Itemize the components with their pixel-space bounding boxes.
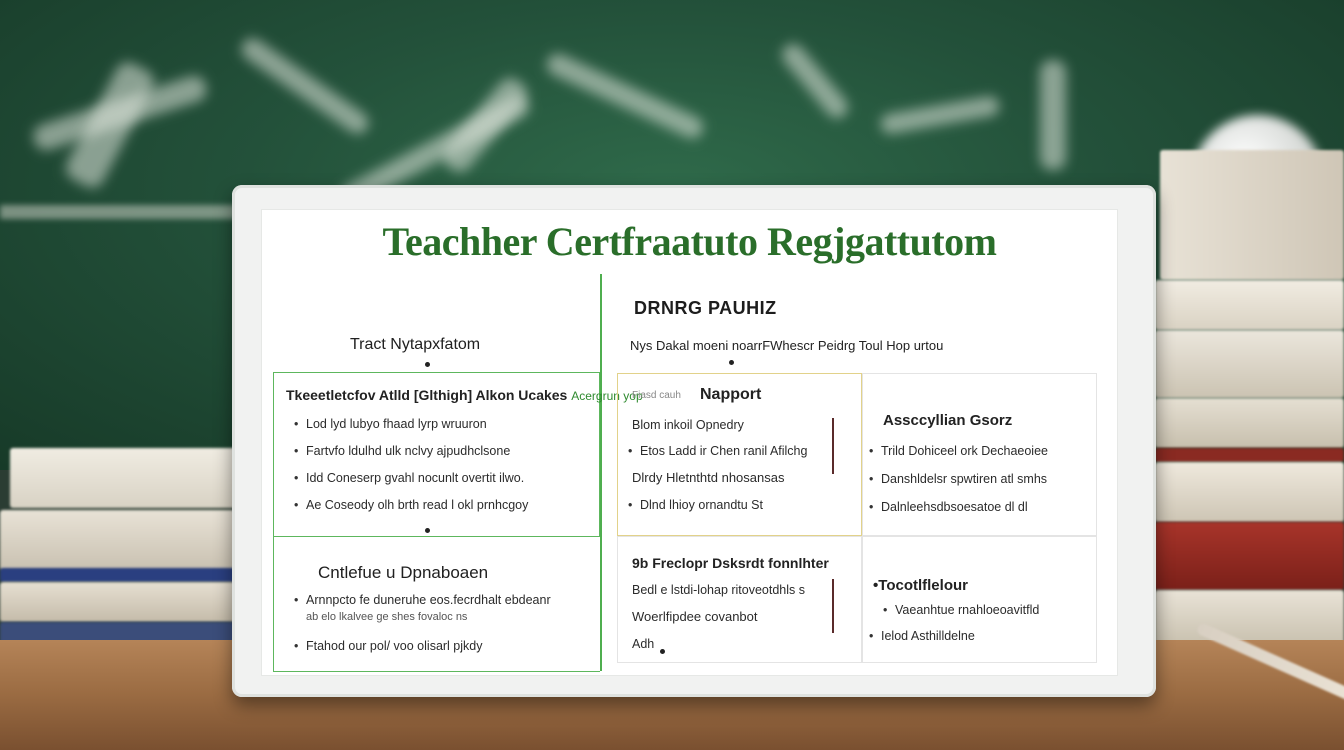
list-item: • Vaeanhtue rnahloeoavitfld [883, 603, 1040, 617]
list-item: Bedl e lstdi-lohap ritoveotdhls s [632, 583, 806, 597]
grid-cell [862, 373, 1097, 536]
cell-heading: Assccyllian Gsorz [883, 412, 1013, 429]
connector-dot [729, 360, 734, 365]
cell-heading: 9b Freclopr Dsksrdt fonnlhter [632, 555, 829, 571]
list-item: • Etos Ladd ir Chen ranil Afilchg [628, 444, 808, 458]
right-section-heading: DRNRG PAUHIZ [634, 298, 777, 318]
list-item: • Ielod Asthilldelne [869, 629, 975, 643]
book [10, 448, 240, 508]
grid-cell [617, 536, 862, 663]
book [1160, 150, 1344, 280]
paper-sheet [262, 210, 1117, 675]
connector-dot [660, 649, 665, 654]
left-box-heading-text: Tkeeetletcfov Atlld [Glthigh] Alkon Ucakes [286, 387, 568, 403]
list-item: • Dlnd lhioy ornandtu St [628, 498, 763, 512]
left-box-requirements [273, 372, 643, 537]
list-item: • Lod lyd lubyo fhaad lyrp wruuron [294, 417, 487, 431]
list-item: ab elo lkalvee ge shes fovaloc ns [306, 611, 468, 623]
list-item: • Ftahod our pol/ voo olisarl pjkdy [294, 639, 483, 653]
divider-mark [832, 418, 834, 474]
list-item: • Danshldelsr spwtiren atl smhs [869, 472, 1048, 486]
book [1155, 462, 1344, 522]
left-box-development [273, 537, 600, 672]
connector-dot [425, 528, 430, 533]
list-item: • Dalnleehsdbsoesatoe dl dl [869, 500, 1028, 514]
page-title: Teachher Certfraatuto Regjgattutom [382, 219, 997, 264]
connector-dot [425, 362, 430, 367]
list-item: • Ae Coseody olh brth read l okl prnhcgoy [294, 498, 529, 512]
cell-small-label: Fiasd cauh [632, 390, 681, 401]
left-section-title: Tract Nytapxfatom [350, 336, 481, 353]
grid-cell [862, 536, 1097, 663]
list-item: Adh [632, 637, 655, 651]
grid-cell [617, 373, 862, 536]
book [1155, 522, 1344, 590]
list-item: • Arnnpcto fe duneruhe eos.fecrdhalt ebdeanr [294, 593, 551, 607]
right-section-subheading: Nys Dakal moeni noarrFWhescr Peidrg Toul Hop urtou [630, 338, 944, 353]
book [0, 582, 235, 622]
list-item: • Idd Coneserp gvahl nocunlt overtit ilwo. [294, 471, 525, 485]
certification-board [232, 185, 1156, 697]
list-item: Dlrdy Hletnthtd nhosansas [632, 470, 785, 485]
list-item: • Fartvfo ldulhd ulk nclvy ajpudhclsone [294, 444, 511, 458]
vertical-divider [600, 274, 602, 671]
cell-heading: •Tocotlflelour [873, 577, 968, 594]
requirements-grid [617, 373, 1097, 663]
list-item: Woerlfipdee covanbot [632, 609, 758, 624]
left-box-heading-accent: Acergrun yop [571, 389, 643, 403]
book [1155, 448, 1344, 462]
book [1155, 280, 1344, 330]
left-box2-heading: Cntlefue u Dpnaboaen [318, 563, 489, 582]
book [0, 510, 235, 570]
book [1155, 398, 1344, 448]
book [1155, 590, 1344, 645]
divider-mark [832, 579, 834, 633]
left-box-heading [286, 387, 643, 403]
list-item: Blom inkoil Opnedry [632, 418, 744, 432]
cell-heading: Napport [700, 386, 762, 403]
list-item: • Trild Dohiceel ork Dechaeoiee [869, 444, 1048, 458]
book [0, 568, 235, 582]
book [1155, 330, 1344, 398]
